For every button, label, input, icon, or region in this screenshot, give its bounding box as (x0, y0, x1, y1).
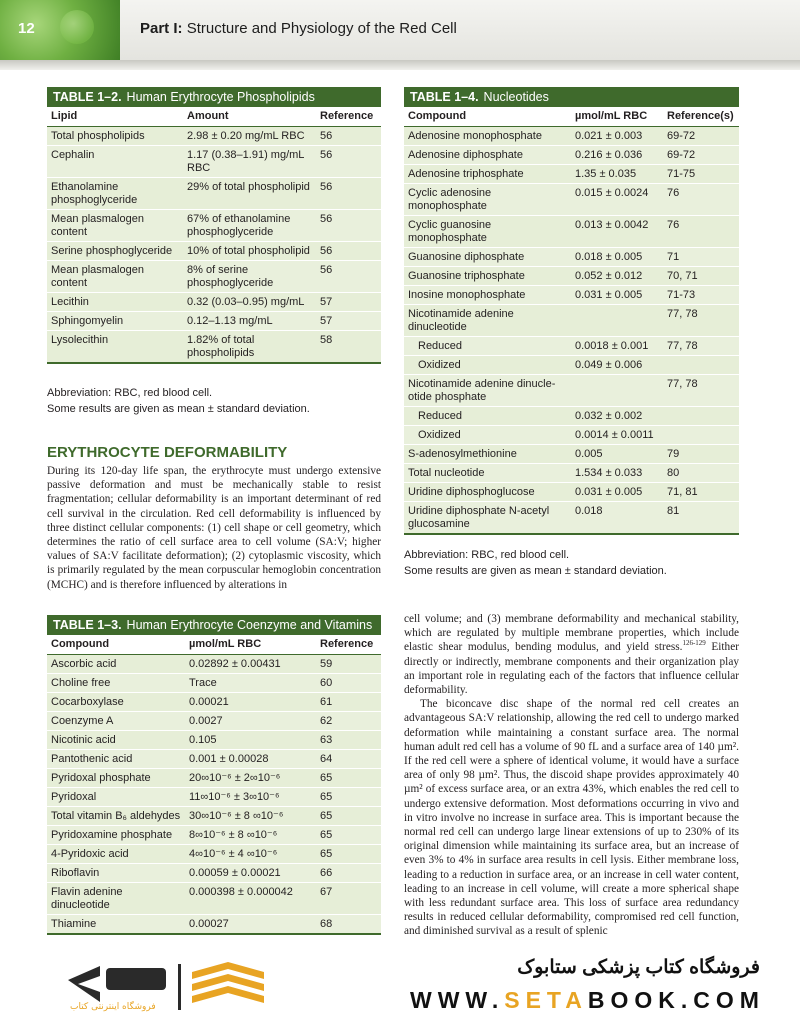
table-cell: 0.013 ± 0.0042 (571, 215, 663, 247)
table-cell: Mean plasmalogen content (47, 209, 183, 241)
col-header-amount: Amount (183, 107, 316, 126)
table-row (404, 164, 739, 183)
table-cell: 79 (663, 444, 739, 463)
table-cell (571, 304, 663, 336)
table-cell: 0.049 ± 0.006 (571, 355, 663, 374)
paragraph: During its 120-day life span, the erythrocyte must undergo extensive passive deformation and must be mechanically stable to resist fragmentation; cellular deformability is an important determinant of red cell survival in the circulation. Red cell deformability is influenced by three distinct cellular components: (1) cell shape or cell geometry, which determines the ratio of cell surface area to cell volume (SA:V; higher values of SA:V facilitate deformation); (2) cytoplasmic viscosity, which is primarily regulated by the mean corpuscular hemoglobin concentration (MCHC) and is therefore influenced by alterations in (47, 465, 381, 591)
setabook-logo[interactable] (60, 962, 270, 1012)
table-cell: 0.021 ± 0.003 (571, 126, 663, 145)
table-row (47, 177, 381, 209)
table-cell: 0.12–1.13 mg/mL (183, 311, 316, 330)
table-row (404, 183, 739, 215)
table-cell: 56 (316, 177, 381, 209)
table-row (47, 260, 381, 292)
table-row (47, 806, 381, 825)
table-cell: Cocarboxylase (47, 692, 185, 711)
table-cell: Cephalin (47, 145, 183, 177)
table-cell: 56 (316, 260, 381, 292)
table-cell: 0.00027 (185, 914, 316, 933)
table-1-3 (47, 615, 381, 935)
table-cell: 62 (316, 711, 381, 730)
table-title: TABLE 1–4. Nucleotides (404, 87, 739, 107)
shop-url[interactable]: WWW.SETABOOK.COM (410, 987, 765, 1013)
table-cell: Nicotinamide adenine dinucleotide (404, 304, 571, 336)
table-cell: Reduced (404, 336, 571, 355)
table-cell: 61 (316, 692, 381, 711)
table-cell: Sphingomyelin (47, 311, 183, 330)
table-cell: Pyridoxamine phosphate (47, 825, 185, 844)
table-cell: 4∞10⁻⁶ ± 4 ∞10⁻⁶ (185, 844, 316, 863)
table-row (404, 374, 739, 406)
col-header-reference: Reference (316, 107, 381, 126)
table-row (404, 501, 739, 533)
table-cell: Total nucleotide (404, 463, 571, 482)
table-cell (663, 406, 739, 425)
paragraph: The biconcave disc shape of the normal red cell creates an advantageous SA:V relationship, allowing the red cell to undergo marked deformation while maintaining a constant surface area. The normal human adult red cell has a volume of 90 fL and a surface area of 140 µm². If the red cell were a sphere of identical volume, it would have a surface area of only 98 µm². Thus, the discoid shape provides approximately 40 µm² of excess surface area, or an extra 43%, which enables the red cell to undergo extensive deformation. Most deformations occurring in vivo and in vitro involve no increase in surface area. This is important because the normal red cell can undergo large linear extensions of up to 230% of its original dimension while maintaining its surface area, but an increase of even 3% to 4% in surface area results in cell lysis. Either membrane loss, leading to a reduction in surface area, or an increase in cell water content, leading to an increase in cell volume, will create a more spherical shape with less redundant surface area. This loss of surface area redundancy results in reduced cellular deformability, compromised red cell function, and diminished survival as a result of splenic (404, 698, 739, 938)
table-cell: 76 (663, 183, 739, 215)
table-cell: 71, 81 (663, 482, 739, 501)
table-1-2-notes: Abbreviation: RBC, red blood cell. Some results are given as mean ± standard deviation. (47, 387, 310, 415)
table-cell: 30∞10⁻⁶ ± 8 ∞10⁻⁶ (185, 806, 316, 825)
table-cell: Reduced (404, 406, 571, 425)
table-row (47, 730, 381, 749)
table-cell: Adenosine triphosphate (404, 164, 571, 183)
paragraph: cell volume; and (3) membrane deformability and mechanical stability, which are regulated by multiple membrane properties, which include elastic shear modulus, bending modulus, and yield stress.$^{126-129}$ Either directly or indirectly, membrane components and their organization play an important role in regulating each of the factors that influence cellular deformability. (404, 613, 739, 697)
table-cell: 10% of total phospholipid (183, 241, 316, 260)
table-cell (571, 374, 663, 406)
table-cell: 60 (316, 673, 381, 692)
section-title: ERYTHROCYTE DEFORMABILITY (47, 444, 288, 461)
table-cell (663, 355, 739, 374)
table-cell: 64 (316, 749, 381, 768)
table-cell: 69-72 (663, 145, 739, 164)
table-cell: 65 (316, 768, 381, 787)
table-cell: 66 (316, 863, 381, 882)
table-cell: Adenosine monophosphate (404, 126, 571, 145)
table-row (404, 145, 739, 164)
table-cell: Adenosine diphosphate (404, 145, 571, 164)
table-cell: 0.005 (571, 444, 663, 463)
table-row (47, 844, 381, 863)
table-cell: 71-73 (663, 285, 739, 304)
table-row (404, 304, 739, 336)
page-number: 12 (18, 20, 35, 37)
table-row (404, 285, 739, 304)
table-cell: 0.0027 (185, 711, 316, 730)
table-cell: 80 (663, 463, 739, 482)
col-header-compound: Compound (47, 635, 185, 654)
body-text-right (404, 612, 739, 942)
table-cell: 1.17 (0.38–1.91) mg/mL RBC (183, 145, 316, 177)
table-cell: Choline free (47, 673, 185, 692)
table-cell: 0.0018 ± 0.001 (571, 336, 663, 355)
table-cell: 57 (316, 292, 381, 311)
table-cell: 1.534 ± 0.033 (571, 463, 663, 482)
table-cell: 65 (316, 825, 381, 844)
table-cell: 0.015 ± 0.0024 (571, 183, 663, 215)
table-cell: 76 (663, 215, 739, 247)
table-cell: 77, 78 (663, 374, 739, 406)
table-cell: Total vitamin B₆ aldehydes (47, 806, 185, 825)
table-row (404, 406, 739, 425)
table-cell: 0.018 (571, 501, 663, 533)
table-cell: Lecithin (47, 292, 183, 311)
table-row (47, 292, 381, 311)
table-cell: 0.031 ± 0.005 (571, 482, 663, 501)
col-header-lipid: Lipid (47, 107, 183, 126)
logo-caption: فروشگاه اینترنتی کتاب (70, 1002, 156, 1012)
table-cell: 56 (316, 145, 381, 177)
table-cell: 58 (316, 330, 381, 362)
table-cell: Guanosine triphosphate (404, 266, 571, 285)
table-row (47, 768, 381, 787)
table-cell: Serine phosphoglyceride (47, 241, 183, 260)
table-cell: 65 (316, 806, 381, 825)
table-row (404, 266, 739, 285)
table-row (47, 145, 381, 177)
table-row (47, 711, 381, 730)
table-cell: Uridine diphosphate N-acetyl glucosamine (404, 501, 571, 533)
table-cell: 0.216 ± 0.036 (571, 145, 663, 164)
table-1-4 (404, 87, 739, 535)
col-header-references: Reference(s) (663, 107, 739, 126)
table-row (47, 209, 381, 241)
table-cell: 0.052 ± 0.012 (571, 266, 663, 285)
table-row (404, 482, 739, 501)
table-cell: 0.105 (185, 730, 316, 749)
table-cell: Guanosine diphosphate (404, 247, 571, 266)
table-title: TABLE 1–2. Human Erythrocyte Phospholipids (47, 87, 381, 107)
table-cell: 70, 71 (663, 266, 739, 285)
table-cell: 0.000398 ± 0.000042 (185, 882, 316, 914)
table-cell: 71-75 (663, 164, 739, 183)
table-row (404, 355, 739, 374)
table-cell: Nicotinamide adenine dinucle-otide phosphate (404, 374, 571, 406)
table-cell: 77, 78 (663, 304, 739, 336)
table-row (47, 863, 381, 882)
table-row (47, 787, 381, 806)
table-cell: 8% of serine phosphoglyceride (183, 260, 316, 292)
table-cell: Flavin adenine dinucleotide (47, 882, 185, 914)
table-row (47, 654, 381, 673)
table-cell: Pantothenic acid (47, 749, 185, 768)
table-cell: 56 (316, 241, 381, 260)
table-row (47, 882, 381, 914)
table-cell: S-adenosylmethionine (404, 444, 571, 463)
table-cell: 8∞10⁻⁶ ± 8 ∞10⁻⁶ (185, 825, 316, 844)
table-cell: 65 (316, 844, 381, 863)
table-cell: 1.35 ± 0.035 (571, 164, 663, 183)
shop-name: فروشگاه کتاب پزشکی ستابوک (517, 957, 760, 978)
table-1-4-notes: Abbreviation: RBC, red blood cell. Some results are given as mean ± standard deviation. (404, 549, 667, 577)
table-cell: Pyridoxal (47, 787, 185, 806)
table-cell: Trace (185, 673, 316, 692)
table-row (47, 241, 381, 260)
table-cell: Oxidized (404, 425, 571, 444)
table-cell: Nicotinic acid (47, 730, 185, 749)
table-cell: Ascorbic acid (47, 654, 185, 673)
header-shadow-bar (0, 60, 800, 70)
table-row (47, 673, 381, 692)
table-cell: 65 (316, 787, 381, 806)
table-cell: 0.001 ± 0.00028 (185, 749, 316, 768)
table-row (404, 215, 739, 247)
table-cell: 1.82% of total phospholipids (183, 330, 316, 362)
table-cell: 0.018 ± 0.005 (571, 247, 663, 266)
table-row (47, 692, 381, 711)
table-row (404, 247, 739, 266)
col-header-amount: µmol/mL RBC (571, 107, 663, 126)
table-cell: 63 (316, 730, 381, 749)
part-title: Structure and Physiology of the Red Cell (186, 20, 457, 37)
table-cell: 77, 78 (663, 336, 739, 355)
table-cell: 0.031 ± 0.005 (571, 285, 663, 304)
table-row (47, 749, 381, 768)
table-cell: 20∞10⁻⁶ ± 2∞10⁻⁶ (185, 768, 316, 787)
table-row (404, 463, 739, 482)
part-heading (140, 20, 457, 37)
table-cell: Pyridoxal phosphate (47, 768, 185, 787)
col-header-compound: Compound (404, 107, 571, 126)
table-row (404, 444, 739, 463)
table-cell: 0.32 (0.03–0.95) mg/mL (183, 292, 316, 311)
table-cell: Uridine diphosphoglucose (404, 482, 571, 501)
table-row (404, 425, 739, 444)
table-row (47, 311, 381, 330)
col-header-amount: µmol/mL RBC (185, 635, 316, 654)
table-title: TABLE 1–3. Human Erythrocyte Coenzyme and Vitamins (47, 615, 381, 635)
table-cell: Lysolecithin (47, 330, 183, 362)
table-cell: Ethanolamine phosphoglyceride (47, 177, 183, 209)
table-row (47, 825, 381, 844)
table-cell: 0.02892 ± 0.00431 (185, 654, 316, 673)
table-cell: 0.00021 (185, 692, 316, 711)
table-cell: Oxidized (404, 355, 571, 374)
table-cell: 0.00059 ± 0.00021 (185, 863, 316, 882)
table-cell: Inosine monophosphate (404, 285, 571, 304)
table-cell: 81 (663, 501, 739, 533)
table-cell: 4-Pyridoxic acid (47, 844, 185, 863)
table-cell: 11∞10⁻⁶ ± 3∞10⁻⁶ (185, 787, 316, 806)
table-cell: 57 (316, 311, 381, 330)
table-cell: 0.0014 ± 0.0011 (571, 425, 663, 444)
table-cell: Total phospholipids (47, 126, 183, 145)
table-cell: 71 (663, 247, 739, 266)
table-cell: 69-72 (663, 126, 739, 145)
table-cell: 56 (316, 126, 381, 145)
table-cell: 2.98 ± 0.20 mg/mL RBC (183, 126, 316, 145)
table-row (47, 126, 381, 145)
body-text-left (47, 464, 381, 594)
table-row (404, 336, 739, 355)
table-row (47, 330, 381, 362)
table-cell: 67% of ethanolamine phosphoglyceride (183, 209, 316, 241)
table-cell: 67 (316, 882, 381, 914)
table-cell: Coenzyme A (47, 711, 185, 730)
citation: 126-129 (682, 639, 706, 648)
col-header-reference: Reference (316, 635, 381, 654)
table-cell (663, 425, 739, 444)
table-cell: 29% of total phospholipid (183, 177, 316, 209)
table-1-2 (47, 87, 381, 364)
table-row (404, 126, 739, 145)
table-cell: 59 (316, 654, 381, 673)
running-header (0, 0, 800, 60)
table-cell: Thiamine (47, 914, 185, 933)
table-row (47, 914, 381, 933)
table-cell: Riboflavin (47, 863, 185, 882)
table-cell: 0.032 ± 0.002 (571, 406, 663, 425)
part-label: Part I: (140, 20, 183, 37)
table-cell: Cyclic guanosine monophosphate (404, 215, 571, 247)
table-cell: 68 (316, 914, 381, 933)
table-cell: 56 (316, 209, 381, 241)
table-cell: Mean plasmalogen content (47, 260, 183, 292)
table-cell: Cyclic adenosine monophosphate (404, 183, 571, 215)
